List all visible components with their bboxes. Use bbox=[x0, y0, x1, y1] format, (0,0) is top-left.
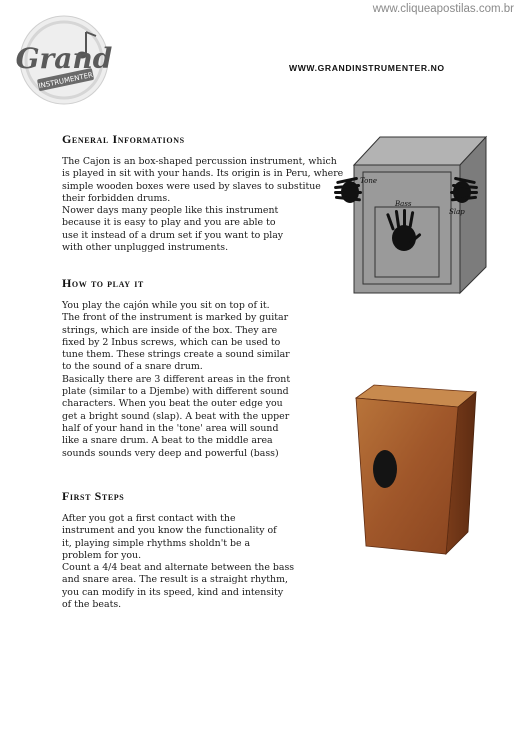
section-title-general: General Informations bbox=[62, 132, 185, 146]
site-url[interactable]: WWW.GRANDINSTRUMENTER.NO bbox=[289, 63, 445, 73]
section-text-general: The Cajon is an box-shaped percussion instrument, which is played in sit with your hands. Its origin is in Peru, where simple wooden boxes were used by slaves to substitue their forbidden drums. Nower days many people like this instrument because it is easy to play and you are able to use it instead of a drum set if you want to play with other unplugged instruments. bbox=[62, 156, 344, 254]
cajon-front bbox=[356, 398, 458, 554]
cajon-photo bbox=[352, 382, 480, 557]
sound-hole bbox=[373, 450, 397, 488]
section-text-how-to-play: You play the cajón while you sit on top of it. The front of the instrument is marked by guitar strings, which are inside of the box. They are fixed by 2 Inbus screws, which can be used to tune them. These strings create a sound similar to the sound of a snare drum. Basically there are 3 different areas in the front plate (similar to a Djembe) with different sound characters. When you beat the outer edge you get a bright sound (slap). A beat with the upper half of your hand in the 'tone' area will sound like a snare drum. A beat to the middle area sounds sounds very deep and powerful (bass) bbox=[62, 300, 291, 459]
zone-label-bass: Bass bbox=[395, 200, 412, 208]
cajon-zones-diagram bbox=[330, 135, 490, 295]
section-title-first-steps: First Steps bbox=[62, 489, 125, 503]
section-title-how-to-play: How to play it bbox=[62, 276, 144, 290]
grand-instrumenter-logo bbox=[16, 12, 112, 108]
watermark-url[interactable]: www.cliqueapostilas.com.br bbox=[372, 3, 514, 15]
logo-subtext: INSTRUMENTER bbox=[37, 70, 94, 91]
logo-wordmark: Grand bbox=[16, 42, 112, 75]
zone-label-tone: Tone bbox=[360, 177, 377, 185]
section-text-first-steps: After you got a first contact with the instrument and you know the functionality of it, playing simple rhythms sholdn't be a problem for you. Count a 4/4 beat and alternate between the bass and snare area. The result is a straight rhythm, you can modify in its speed, kind and intensity of the beats. bbox=[62, 513, 295, 611]
zone-label-slap: Slap bbox=[449, 208, 465, 216]
